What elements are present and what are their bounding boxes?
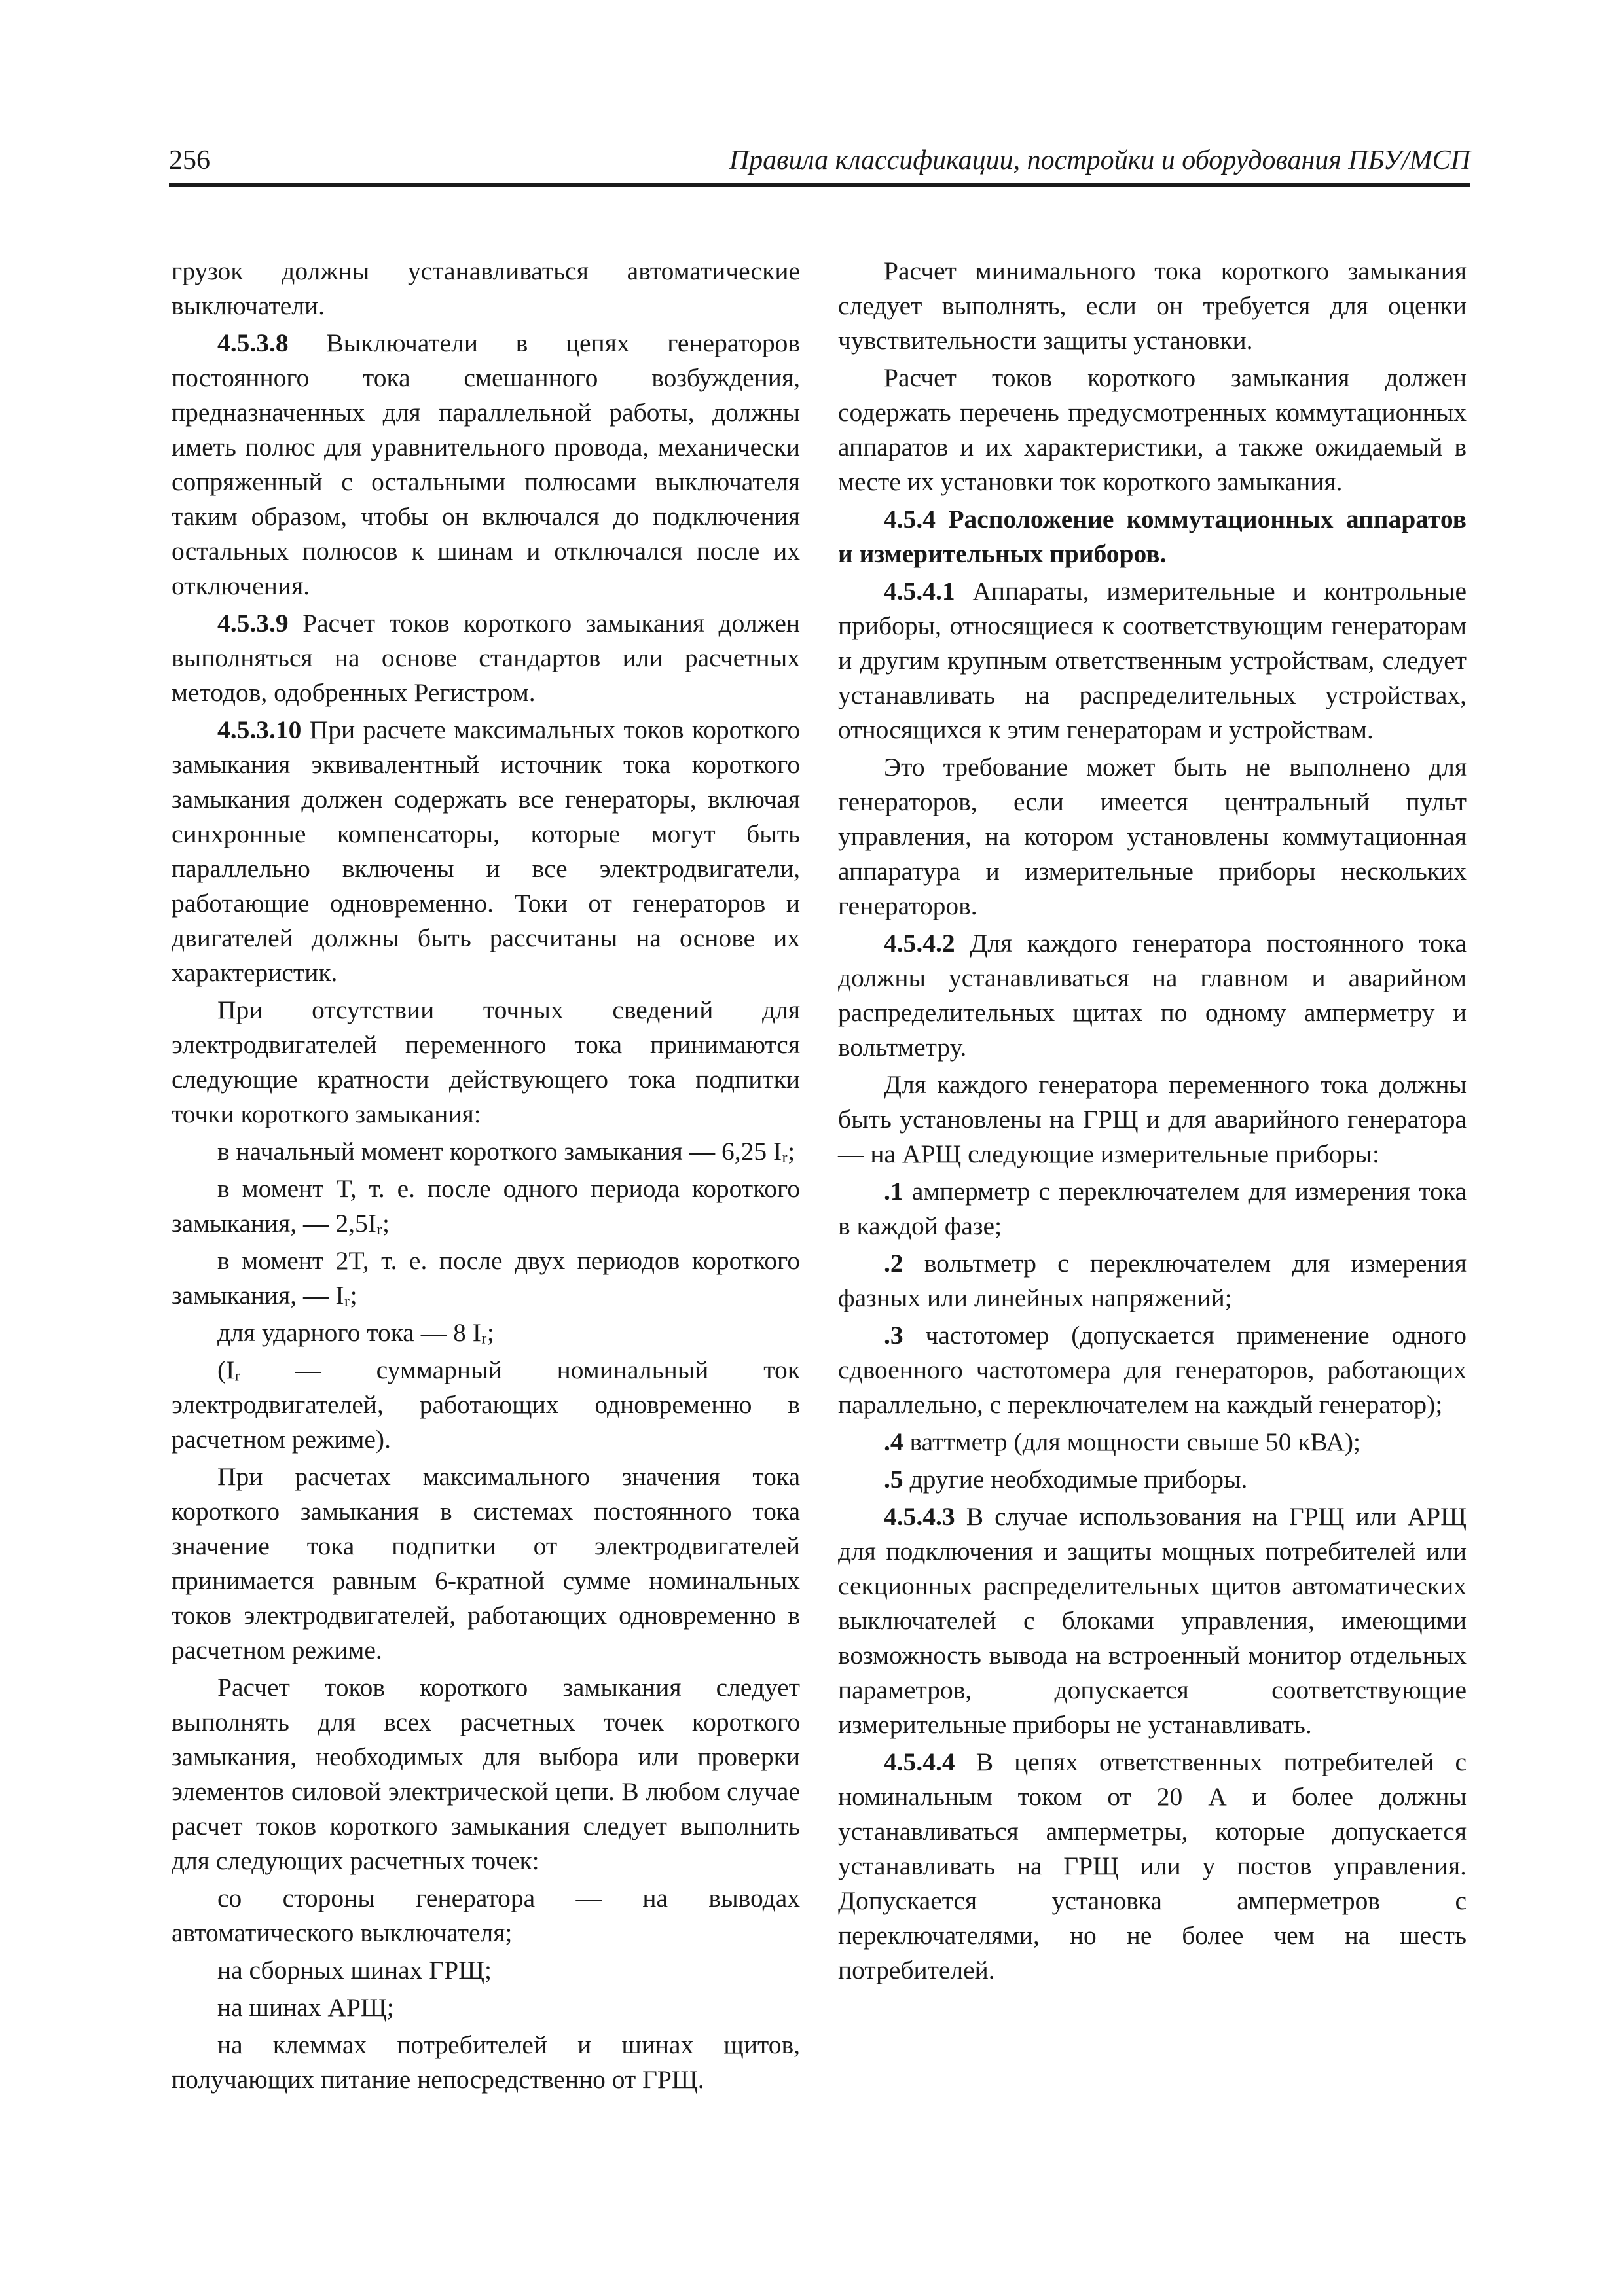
running-title: Правила классификации, постройки и оборудования ПБУ/МСП: [729, 145, 1470, 175]
paragraph: грузок должны устанавливаться автоматические выключатели.: [172, 257, 800, 320]
list-item: на сборных шинах ГРЩ;: [217, 1956, 492, 1984]
paragraph: Расчет токов короткого замыкания следует выполнять для всех расчетных точек короткого замыкания, необходимых для выбора или проверки элементов силовой электрической цепи. В любом случае расчет токов короткого замыкания следует выполнить для следующих расчетных точек:: [172, 1673, 800, 1875]
clause-4-5-3-9: 4.5.3.9 Расчет токов короткого замыкания должен выполняться на основе стандартов или расчетных методов, одобренных Регистром.: [172, 609, 800, 707]
list-item: на клеммах потребителей и шинах щитов, получающих питание непосредственно от ГРЩ.: [172, 2030, 800, 2094]
list-item: .1 амперметр с переключателем для измерения тока в каждой фазе;: [838, 1177, 1467, 1240]
clause-number: 4.5.4.3: [884, 1502, 955, 1531]
item-number: .2: [884, 1249, 903, 1278]
page-number: 256: [169, 145, 210, 175]
clause-number: 4.5.4.1: [884, 577, 955, 605]
clause-number: 4.5.3.9: [217, 609, 289, 637]
paragraph: Для каждого генератора переменного тока должны быть установлены на ГРЩ и для аварийного генератора — на АРЩ следующие измерительные приборы:: [838, 1070, 1467, 1168]
right-column: [838, 254, 1467, 1988]
item-number: .5: [884, 1465, 903, 1494]
clause-4-5-4-1: 4.5.4.1 Аппараты, измерительные и контрольные приборы, относящиеся к соответствующим генераторам и другим крупным ответственным устройствам, следует устанавливать на распределительных устройствах, относящихся к этим генераторам и устройствам.: [838, 577, 1467, 744]
item-number: .1: [884, 1177, 903, 1206]
paragraph: При отсутствии точных сведений для электродвигателей переменного тока принимаются следующие кратности действующего тока подпитки точки короткого замыкания:: [172, 996, 800, 1128]
list-item: на шинах АРЩ;: [217, 1993, 394, 2022]
clause-number: 4.5.4.4: [884, 1748, 955, 1776]
list-item: в момент T, т. е. после одного периода короткого замыкания, — 2,5Iᵣ;: [172, 1174, 800, 1238]
clause-number: 4.5.3.8: [217, 329, 289, 357]
list-item: .2 вольтметр с переключателем для измерения фазных или линейных напряжений;: [838, 1249, 1467, 1312]
list-item: .3 частотомер (допускается применение одного сдвоенного частотомера для генераторов, работающих параллельно, с переключателем на каждый генератор);: [838, 1321, 1467, 1419]
list-item: в момент 2T, т. е. после двух периодов короткого замыкания, — Iᵣ;: [172, 1246, 800, 1310]
clause-number: 4.5.4.2: [884, 929, 955, 958]
item-number: .4: [884, 1427, 903, 1456]
paragraph: Расчет токов короткого замыкания должен содержать перечень предусмотренных коммутационных аппаратов и их характеристики, а также ожидаемый в месте их установки ток короткого замыкания.: [838, 363, 1467, 496]
paragraph: При расчетах максимального значения тока короткого замыкания в системах постоянного тока значение тока подпитки от электродвигателей принимается равным 6-кратной сумме номинальных токов электродвигателей, работающих одновременно в расчетном режиме.: [172, 1462, 800, 1664]
paragraph: (Iᵣ — суммарный номинальный ток электродвигателей, работающих одновременно в расчетном режиме).: [172, 1355, 800, 1454]
clause-4-5-4-3: 4.5.4.3 В случае использования на ГРЩ или АРЩ для подключения и защиты мощных потребителей или секционных распределительных щитов автоматических выключателей с блоками управления, имеющими возможность вывода на встроенный монитор отдельных параметров, допускается соответствующие измерительные приборы не устанавливать.: [838, 1502, 1467, 1739]
clause-4-5-3-10: 4.5.3.10 При расчете максимальных токов короткого замыкания эквивалентный источник тока короткого замыкания должен содержать все генераторы, включая синхронные компенсаторы, которые могут быть параллельно включены и все электродвигатели, работающие одновременно. Токи от генераторов и двигателей должны быть рассчитаны на основе их характеристик.: [172, 715, 800, 987]
paragraph: Это требование может быть не выполнено для генераторов, если имеется центральный пульт управления, на котором установлены коммутационная аппаратура и измерительные приборы нескольких генераторов.: [838, 753, 1467, 920]
list-item: .4 ваттметр (для мощности свыше 50 кВА);: [884, 1427, 1361, 1456]
list-item: для ударного тока — 8 Iᵣ;: [217, 1318, 494, 1347]
list-item: .5 другие необходимые приборы.: [884, 1465, 1248, 1494]
clause-number: 4.5.4: [884, 505, 936, 533]
list-item: со стороны генератора — на выводах автоматического выключателя;: [172, 1884, 800, 1947]
page-header: [169, 143, 1470, 187]
list-item: в начальный момент короткого замыкания — 6,25 Iᵣ;: [217, 1137, 795, 1166]
item-number: .3: [884, 1321, 903, 1350]
clause-4-5-3-8: 4.5.3.8 Выключатели в цепях генераторов постоянного тока смешанного возбуждения, предназначенных для параллельной работы, должны иметь полюс для уравнительного провода, механически сопряженный с остальными полюсами выключателя таким образом, чтобы он включался до подключения остальных полюсов к шинам и отключался после их отключения.: [172, 329, 800, 600]
clause-number: 4.5.3.10: [217, 715, 302, 744]
clause-4-5-4-4: 4.5.4.4 В цепях ответственных потребителей с номинальным током от 20 А и более должны устанавливаться амперметры, которые допускается устанавливать на ГРЩ или у постов управления. Допускается установка амперметров с переключателями, но не более чем на шесть потребителей.: [838, 1748, 1467, 1984]
paragraph: Расчет минимального тока короткого замыкания следует выполнять, если он требуется для оценки чувствительности защиты установки.: [838, 257, 1467, 355]
clause-4-5-4-2: 4.5.4.2 Для каждого генератора постоянного тока должны устанавливаться на главном и аварийном распределительных щитах по одному амперметру и вольтметру.: [838, 929, 1467, 1062]
section-heading-4-5-4: 4.5.4 Расположение коммутационных аппаратов и измерительных приборов.: [838, 505, 1467, 568]
left-column: [172, 254, 800, 2097]
